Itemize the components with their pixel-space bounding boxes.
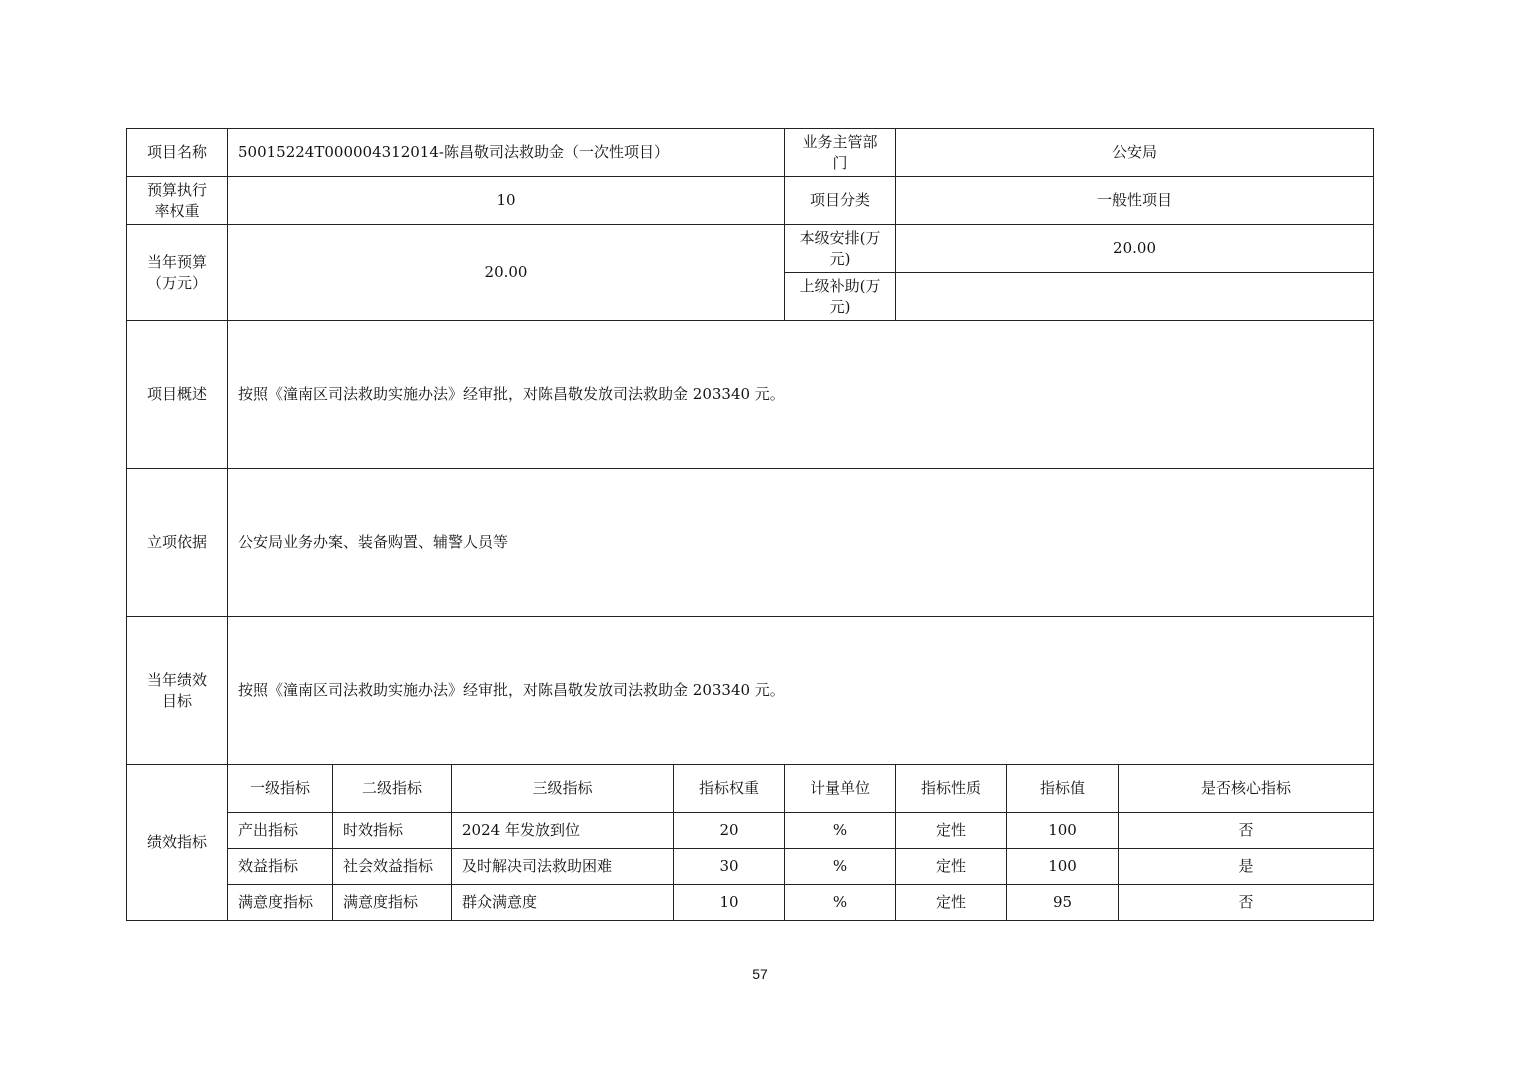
core-cell: 是 (1119, 849, 1374, 885)
upper-funding-label: 上级补助(万元) (785, 273, 896, 321)
basis-label: 立项依据 (127, 469, 228, 617)
level2-cell: 社会效益指标 (333, 849, 452, 885)
project-name-value: 50015224T000004312014-陈昌敬司法救助金（一次性项目） (228, 129, 785, 177)
weight-cell: 30 (674, 849, 785, 885)
indicator-header-row (127, 765, 1374, 813)
header-value: 指标值 (1007, 765, 1119, 813)
level2-cell: 满意度指标 (333, 885, 452, 921)
project-name-label: 项目名称 (127, 129, 228, 177)
level2-cell: 时效指标 (333, 813, 452, 849)
table-row (127, 885, 1374, 921)
nature-cell: 定性 (896, 885, 1007, 921)
basis-value: 公安局业务办案、装备购置、辅警人员等 (228, 469, 1374, 617)
weight-cell: 10 (674, 885, 785, 921)
category-value: 一般性项目 (896, 177, 1374, 225)
overview-label: 项目概述 (127, 321, 228, 469)
level1-cell: 产出指标 (228, 813, 333, 849)
header-level3: 三级指标 (452, 765, 674, 813)
weight-value: 10 (228, 177, 785, 225)
header-level2: 二级指标 (333, 765, 452, 813)
core-cell: 否 (1119, 885, 1374, 921)
weight-label: 预算执行率权重 (127, 177, 228, 225)
overview-value: 按照《潼南区司法救助实施办法》经审批，对陈昌敬发放司法救助金 203340 元。 (228, 321, 1374, 469)
level3-cell: 及时解决司法救助困难 (452, 849, 674, 885)
unit-cell: % (785, 813, 896, 849)
value-cell: 95 (1007, 885, 1119, 921)
nature-cell: 定性 (896, 813, 1007, 849)
value-cell: 100 (1007, 813, 1119, 849)
category-label: 项目分类 (785, 177, 896, 225)
level1-cell: 满意度指标 (228, 885, 333, 921)
budget-label: 当年预算（万元） (127, 225, 228, 321)
local-funding-value: 20.00 (896, 225, 1374, 273)
dept-value: 公安局 (896, 129, 1374, 177)
dept-label: 业务主管部门 (785, 129, 896, 177)
table-row (127, 813, 1374, 849)
nature-cell: 定性 (896, 849, 1007, 885)
page-number: 57 (752, 966, 768, 982)
header-core: 是否核心指标 (1119, 765, 1374, 813)
value-cell: 100 (1007, 849, 1119, 885)
weight-cell: 20 (674, 813, 785, 849)
budget-value: 20.00 (228, 225, 785, 321)
table-row (127, 849, 1374, 885)
goal-label: 当年绩效目标 (127, 617, 228, 765)
header-level1: 一级指标 (228, 765, 333, 813)
level3-cell: 群众满意度 (452, 885, 674, 921)
project-performance-table (126, 128, 1374, 921)
unit-cell: % (785, 849, 896, 885)
indicators-label: 绩效指标 (127, 765, 228, 921)
local-funding-label: 本级安排(万元) (785, 225, 896, 273)
goal-value: 按照《潼南区司法救助实施办法》经审批，对陈昌敬发放司法救助金 203340 元。 (228, 617, 1374, 765)
upper-funding-value (896, 273, 1374, 321)
level3-cell: 2024 年发放到位 (452, 813, 674, 849)
level1-cell: 效益指标 (228, 849, 333, 885)
header-weight: 指标权重 (674, 765, 785, 813)
header-nature: 指标性质 (896, 765, 1007, 813)
unit-cell: % (785, 885, 896, 921)
header-unit: 计量单位 (785, 765, 896, 813)
core-cell: 否 (1119, 813, 1374, 849)
